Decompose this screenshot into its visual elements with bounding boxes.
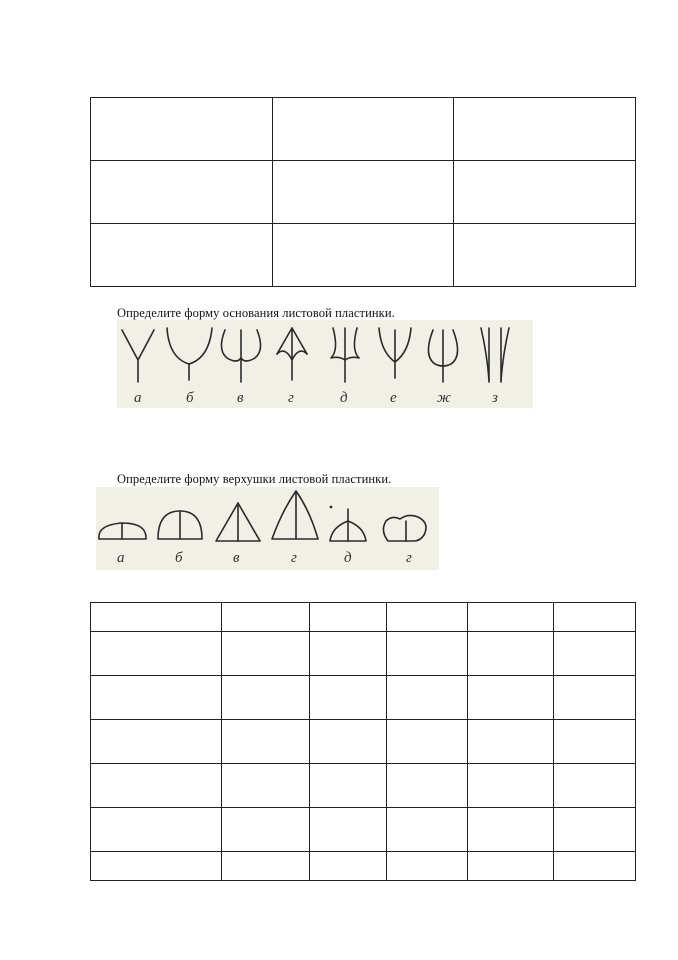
table-cell <box>91 676 222 720</box>
table-cell <box>468 603 554 632</box>
table-cell <box>91 603 222 632</box>
table-cell <box>91 764 222 808</box>
leaf-base-shape-g <box>277 328 307 380</box>
table-row <box>91 808 636 852</box>
table-cell <box>387 852 468 881</box>
leaf-base-shape-b <box>167 328 212 380</box>
leaf-base-shape-v <box>221 330 260 382</box>
apex-label-v: в <box>233 550 240 566</box>
table-cell <box>454 161 636 224</box>
table-cell <box>309 676 387 720</box>
table-cell <box>468 808 554 852</box>
table-cell <box>309 603 387 632</box>
table-cell <box>309 720 387 764</box>
table-cell <box>91 720 222 764</box>
question-leaf-apex: Определите форму верхушки листовой пластинки. <box>117 472 392 486</box>
leaf-base-shape-z <box>481 328 509 382</box>
table-cell <box>554 603 636 632</box>
table-row <box>91 764 636 808</box>
table-cell <box>309 808 387 852</box>
leaf-base-shape-zh <box>428 330 457 382</box>
leaf-base-shapes <box>117 320 533 408</box>
table-cell <box>91 852 222 881</box>
table-row <box>91 852 636 881</box>
table-cell <box>221 632 309 676</box>
table-cell <box>468 852 554 881</box>
table-cell <box>221 852 309 881</box>
table-cell <box>387 764 468 808</box>
table-cell <box>91 808 222 852</box>
base-label-a: а <box>134 390 142 406</box>
table-cell <box>387 676 468 720</box>
table-cell <box>554 808 636 852</box>
table-cell <box>387 720 468 764</box>
apex-label-d: д <box>344 550 352 566</box>
leaf-base-shape-e <box>379 328 411 378</box>
base-label-g: г <box>288 390 294 406</box>
base-label-z: з <box>492 390 498 406</box>
table-cell <box>272 98 454 161</box>
table-row <box>91 676 636 720</box>
base-label-zh: ж <box>437 390 451 406</box>
table-cell <box>221 603 309 632</box>
leaf-base-shape-d <box>331 328 359 382</box>
base-label-v: в <box>237 390 244 406</box>
table-cell <box>272 224 454 287</box>
apex-label-g: г <box>291 550 297 566</box>
leaf-apex-shapes <box>96 487 439 570</box>
table-row <box>91 632 636 676</box>
base-label-b: б <box>186 390 194 406</box>
leaf-apex-shape-b <box>158 511 202 539</box>
table-cell <box>554 852 636 881</box>
leaf-base-figure <box>117 320 533 408</box>
leaf-apex-figure <box>96 487 439 570</box>
leaf-apex-shape-a <box>99 523 146 539</box>
table-cell <box>91 632 222 676</box>
table-cell <box>468 764 554 808</box>
table-cell <box>309 852 387 881</box>
table-cell <box>309 632 387 676</box>
table-cell <box>454 224 636 287</box>
answer-table-top <box>90 97 636 287</box>
table-cell <box>309 764 387 808</box>
table-cell <box>554 720 636 764</box>
leaf-apex-shape-d <box>330 506 366 541</box>
base-label-e: е <box>390 390 397 406</box>
question-leaf-base: Определите форму основания листовой пластинки. <box>117 306 395 320</box>
table-cell <box>468 676 554 720</box>
table-cell <box>91 224 273 287</box>
table-cell <box>554 764 636 808</box>
table-row <box>91 161 636 224</box>
table-row <box>91 720 636 764</box>
leaf-base-shape-a <box>122 330 154 382</box>
apex-label-g2: г <box>406 550 412 566</box>
base-label-d: д <box>340 390 348 406</box>
apex-label-b: б <box>175 550 183 566</box>
table-cell <box>221 764 309 808</box>
answer-table-bottom <box>90 602 636 881</box>
table-cell <box>554 676 636 720</box>
table-cell <box>387 632 468 676</box>
leaf-apex-shape-g <box>272 491 318 539</box>
table-cell <box>221 676 309 720</box>
table-cell <box>91 98 273 161</box>
table-cell <box>91 161 273 224</box>
table-row <box>91 98 636 161</box>
table-cell <box>387 603 468 632</box>
table-cell <box>387 808 468 852</box>
leaf-apex-shape-g2 <box>383 515 426 541</box>
leaf-apex-shape-v <box>216 503 260 541</box>
table-row <box>91 224 636 287</box>
table-cell <box>554 632 636 676</box>
apex-label-a: а <box>117 550 125 566</box>
table-cell <box>454 98 636 161</box>
table-cell <box>272 161 454 224</box>
table-cell <box>468 632 554 676</box>
table-cell <box>468 720 554 764</box>
table-cell <box>221 720 309 764</box>
table-cell <box>221 808 309 852</box>
table-row <box>91 603 636 632</box>
